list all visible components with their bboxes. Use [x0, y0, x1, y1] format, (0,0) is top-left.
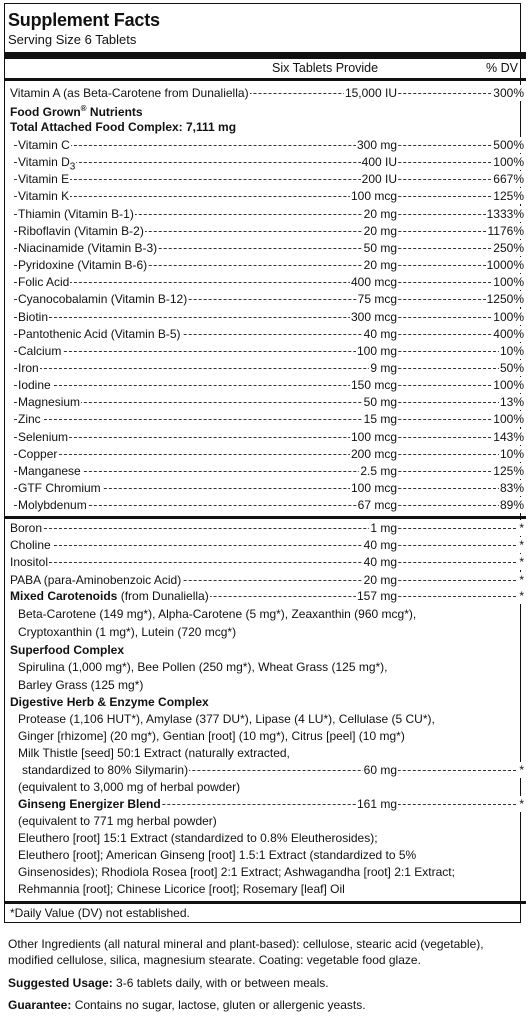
dot-leader	[14, 179, 516, 180]
dot-leader	[14, 351, 516, 352]
food-grown-heading: Food Grown® Nutrients	[10, 104, 143, 119]
nutrient-dv: 50%	[499, 360, 524, 375]
digestive-line: Milk Thistle [seed] 50:1 Extract (naturally extracted,	[18, 746, 290, 760]
nutrient-amount: 20 mg	[363, 258, 397, 273]
nutrient-dv: 1000%	[486, 258, 524, 273]
nutrient-dv: *	[519, 763, 524, 777]
nutrient-dv: 83%	[499, 481, 524, 495]
nutrient-dv: 100%	[493, 378, 524, 393]
nutrient-row-ginseng	[0, 796, 530, 812]
nutrient-row	[0, 291, 530, 307]
dot-leader	[14, 282, 516, 283]
nutrient-name: Vitamin $D_3$	[18, 154, 76, 175]
nutrient-dv: 100%	[493, 309, 524, 324]
digestive-note: (equivalent to 3,000 mg of herbal powder)	[18, 780, 241, 794]
dot-leader	[14, 402, 516, 403]
nutrient-name: Pyridoxine (Vitamin B-6)	[18, 258, 148, 273]
header-rule	[4, 78, 526, 81]
nutrient-name: PABA (para-Aminobenzoic Acid)	[10, 572, 182, 587]
serving-size: Serving Size 6 Tablets	[8, 32, 137, 47]
dot-leader	[14, 317, 516, 318]
nutrient-amount: 20 mg	[363, 572, 397, 587]
nutrient-amount: 50 mg	[363, 395, 397, 410]
nutrient-row	[0, 154, 530, 173]
nutrient-dv: 400%	[493, 326, 524, 341]
nutrient-amount: 60 mg	[363, 763, 397, 777]
nutrient-amount: 161 mg	[356, 797, 397, 811]
nutrient-name: Magnesium	[18, 395, 81, 410]
nutrient-row	[0, 572, 530, 588]
nutrient-amount: 40 mg	[363, 538, 397, 553]
nutrient-amount: 2.5 mg	[360, 463, 397, 478]
nutrient-name: Cyanocobalamin (Vitamin B-12)	[18, 292, 188, 307]
dv-footnote: *Daily Value (DV) not established.	[10, 906, 190, 920]
ginseng-heading: Ginseng Energizer Blend	[18, 797, 161, 811]
dot-leader	[14, 162, 516, 163]
nutrient-amount: 300 mg	[356, 138, 397, 152]
nutrient-amount: 40 mg	[363, 555, 397, 570]
nutrient-amount: 400 mcg	[350, 275, 397, 290]
nutrient-amount: 200 IU	[361, 172, 397, 187]
dot-leader	[14, 562, 516, 563]
nutrient-name: Selenium	[18, 429, 69, 444]
ginseng-line: Rehmannia [root]; Chinese Licorice [root]; Rosemary [leaf] Oil	[18, 882, 345, 896]
dot-leader	[14, 385, 516, 386]
digestive-heading: Digestive Herb & Enzyme Complex	[10, 695, 209, 709]
guarantee: Guarantee: Contains no sugar, lactose, gluten or allergenic yeasts.	[8, 998, 366, 1012]
nutrient-dv: 89%	[499, 498, 524, 513]
nutrient-row	[0, 257, 530, 273]
dot-leader	[14, 545, 516, 546]
nutrient-amount: 40 mg	[363, 326, 397, 341]
nutrient-dv: 10%	[499, 343, 524, 358]
ginseng-line: (equivalent to 771 mg herbal powder)	[18, 814, 217, 828]
nutrient-dv: *	[519, 572, 524, 587]
superfood-heading: Superfood Complex	[10, 643, 125, 657]
nutrient-row	[0, 520, 530, 536]
nutrient-name: Calcium	[18, 343, 62, 358]
nutrient-row	[0, 554, 530, 570]
digestive-line: Ginger [rhizome] (20 mg*), Gentian [root] (10 mg*), Citrus [peel] (10 mg*)	[18, 729, 405, 743]
nutrient-row	[0, 497, 530, 513]
nutrient-amount: 157 mg	[356, 589, 397, 603]
dot-leader	[14, 368, 516, 369]
dot-leader	[14, 471, 516, 472]
other-ingredients: Other Ingredients (all natural mineral and plant-based): cellulose, stearic acid (vegetable),	[8, 937, 484, 951]
ginseng-line: Eleuthero [root]; American Ginseng [root] 1.5:1 Extract (standardized to 5%	[18, 848, 417, 862]
nutrient-row	[0, 411, 530, 427]
other-ingredients: modified cellulose, silica, magnesium stearate. Coating: vegetable food glaze.	[8, 953, 421, 967]
nutrient-amount: 75 mcg	[357, 292, 397, 307]
column-header-dv: % DV	[486, 61, 518, 75]
nutrient-row	[0, 394, 530, 410]
nutrient-name: Vitamin K	[18, 189, 70, 204]
nutrient-row	[0, 360, 530, 376]
section-rule	[4, 516, 526, 519]
tafc-heading: Total Attached Food Complex: 7,111 mg	[10, 120, 237, 134]
dot-leader	[14, 145, 516, 146]
nutrient-name: Iron	[18, 360, 39, 375]
nutrient-dv: 1250%	[486, 292, 524, 307]
nutrient-name: standardized to 80% Silymarin)	[22, 763, 189, 777]
nutrient-amount: 20 mg	[363, 223, 397, 238]
nutrient-dv: 500%	[493, 138, 524, 152]
suggested-usage: Suggested Usage: 3-6 tablets daily, with or between meals.	[8, 976, 329, 990]
nutrient-amount: 300 mcg	[350, 309, 397, 324]
nutrient-amount: 400 IU	[361, 155, 397, 170]
superfood-line: Barley Grass (125 mg*)	[18, 678, 144, 692]
dot-leader	[14, 528, 516, 529]
nutrient-dv: *	[519, 555, 524, 570]
nutrient-row	[0, 206, 530, 222]
nutrient-row	[0, 463, 530, 479]
nutrient-name: Inositol	[10, 555, 49, 570]
nutrient-amount: 15,000 IU	[344, 86, 397, 100]
nutrient-dv: 1176%	[487, 223, 524, 238]
nutrient-name: Molybdenum	[18, 498, 87, 513]
nutrient-name: Iodine	[18, 378, 51, 393]
nutrient-row-milk-thistle	[0, 762, 530, 778]
nutrient-amount: 67 mcg	[357, 498, 397, 513]
digestive-line: Protease (1,106 HUT*), Amylase (377 DU*), Lipase (4 LU*), Cellulase (5 CU*),	[18, 712, 435, 726]
nutrient-dv: 300%	[493, 86, 524, 100]
nutrient-amount: 15 mg	[363, 412, 397, 427]
nutrient-dv: *	[519, 589, 524, 603]
nutrient-name: Niacinamide (Vitamin B-3)	[18, 240, 158, 255]
nutrient-dv: *	[519, 538, 524, 553]
nutrient-row-mixed-carotenoids: Mixed Carotenoids (from Dunaliella) 157 mg *	[10, 589, 524, 603]
nutrient-row	[0, 326, 530, 342]
nutrient-row	[0, 446, 530, 462]
panel-title: Supplement Facts	[8, 10, 160, 30]
nutrient-row	[0, 274, 530, 290]
nutrient-amount: 1 mg	[370, 521, 397, 535]
mixed-line: Beta-Carotene (149 mg*), Alpha-Carotene (5 mg*), Zeaxanthin (960 mcg*),	[18, 607, 417, 621]
nutrient-row	[0, 377, 530, 393]
dot-leader	[14, 454, 516, 455]
nutrient-dv: 667%	[493, 172, 524, 187]
nutrient-dv: *	[519, 797, 524, 811]
nutrient-name: Vitamin C	[18, 138, 70, 152]
superfood-line: Spirulina (1,000 mg*), Bee Pollen (250 mg*), Wheat Grass (125 mg*),	[18, 660, 388, 674]
nutrient-dv: 125%	[493, 189, 524, 204]
dot-leader	[14, 505, 516, 506]
nutrient-name: GTF Chromium	[18, 481, 101, 495]
nutrient-dv: 100%	[493, 155, 524, 170]
mixed-line: Cryptoxanthin (1 mg*), Lutein (720 mcg*)	[18, 625, 237, 639]
nutrient-row	[0, 240, 530, 256]
nutrient-dv: 125%	[493, 463, 524, 478]
nutrient-dv: 13%	[499, 395, 524, 410]
nutrient-amount: 150 mcg	[350, 378, 397, 393]
nutrient-name: Folic Acid	[18, 275, 70, 290]
nutrient-row	[0, 171, 530, 187]
thick-rule	[4, 52, 526, 59]
nutrient-amount: 100 mcg	[350, 481, 397, 495]
nutrient-name: Thiamin (Vitamin B-1)	[18, 206, 134, 221]
nutrient-row	[0, 309, 530, 325]
nutrient-dv: *	[519, 521, 524, 535]
nutrient-dv: 143%	[493, 429, 524, 444]
nutrient-row	[0, 480, 530, 496]
nutrient-amount: 100 mg	[356, 343, 397, 358]
nutrient-name: Riboflavin (Vitamin B-2)	[18, 223, 144, 238]
nutrient-amount: 9 mg	[370, 360, 397, 375]
mixed-carotenoids-label: Mixed Carotenoids	[10, 589, 118, 603]
nutrient-row	[0, 223, 530, 239]
nutrient-row	[0, 429, 530, 445]
nutrient-row-vitamin-a	[0, 85, 530, 101]
nutrient-name: Boron	[10, 521, 43, 535]
nutrient-name: Zinc	[18, 412, 41, 427]
ginseng-line: Ginsenosides); Rhodiola Rosea [root] 2:1 Extract; Ashwagandha [root] 2:1 Extract;	[18, 865, 455, 879]
nutrient-name: Vitamin E	[18, 172, 70, 187]
column-header-provide: Six Tablets Provide	[272, 61, 379, 75]
nutrient-name: Biotin	[18, 309, 49, 324]
dot-leader	[14, 419, 516, 420]
nutrient-row	[0, 537, 530, 553]
nutrient-row	[0, 188, 530, 204]
nutrient-row	[0, 343, 530, 359]
nutrient-amount: 200 mcg	[350, 446, 397, 461]
footer-rule	[4, 901, 526, 904]
nutrient-amount: 20 mg	[363, 206, 397, 221]
ginseng-line: Eleuthero [root] 15:1 Extract (standardized to 0.8% Eleutherosides);	[18, 831, 378, 845]
nutrient-amount: 100 mcg	[350, 189, 397, 204]
nutrient-dv: 100%	[493, 412, 524, 427]
dot-leader	[14, 437, 516, 438]
nutrient-amount: 50 mg	[363, 240, 397, 255]
dot-leader	[14, 196, 516, 197]
nutrient-dv: 10%	[499, 446, 524, 461]
nutrient-name: Vitamin A (as Beta-Carotene from Dunaliella)	[10, 86, 249, 100]
nutrient-amount: 100 mcg	[350, 429, 397, 444]
nutrient-name: Manganese	[18, 463, 81, 478]
nutrient-dv: 100%	[493, 275, 524, 290]
nutrient-dv: 1333%	[486, 206, 524, 221]
nutrient-dv: 250%	[493, 240, 524, 255]
nutrient-name: Copper	[18, 446, 58, 461]
nutrient-name: Choline	[10, 538, 51, 553]
nutrient-row	[0, 137, 530, 153]
nutrient-name: Pantothenic Acid (Vitamin B-5)	[18, 326, 181, 341]
